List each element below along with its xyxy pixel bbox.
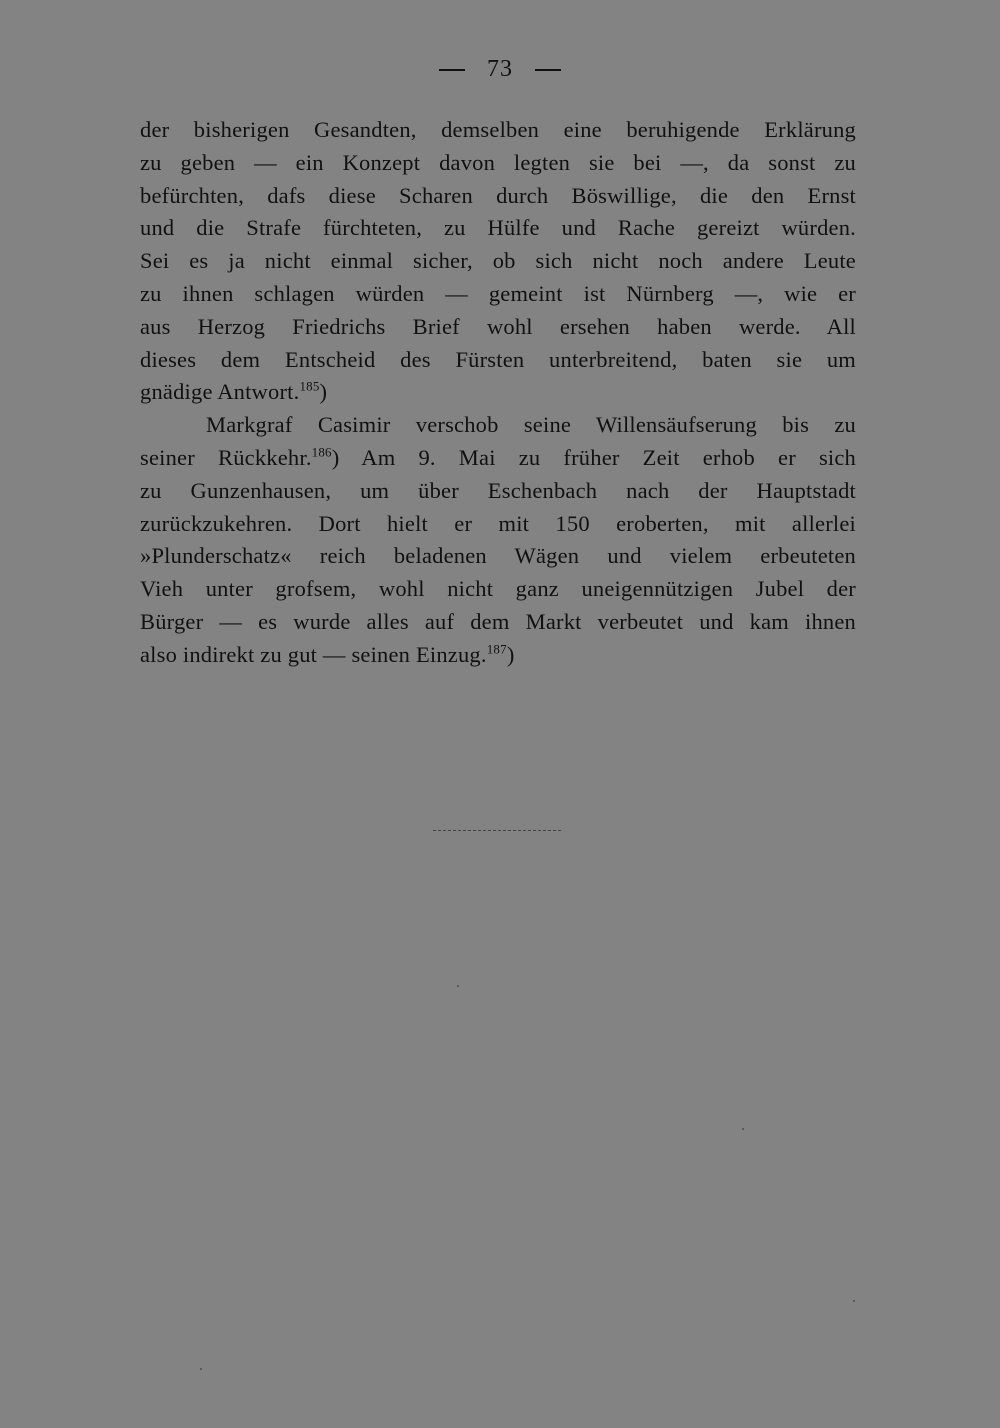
footnote-reference: 185 (299, 378, 320, 394)
text-line-last (140, 376, 856, 409)
text-line: befürchten, dafs diese Scharen durch Böswillige, die den Ernst (140, 182, 856, 208)
body-text (140, 114, 856, 672)
text-line (140, 442, 856, 475)
text-line: »Plunderschatz« reich beladenen Wägen und vielem erbeuteten (140, 543, 856, 569)
text-line: zurückzukehren. Dort hielt er mit 150 eroberten, mit allerlei (140, 510, 856, 536)
scan-speck (742, 1128, 744, 1130)
text-line: und die Strafe fürchteten, zu Hülfe und Rache gereizt würden. (140, 215, 856, 241)
left-dash (439, 69, 465, 71)
text-line: dieses dem Entscheid des Fürsten unterbreitend, baten sie um (140, 346, 856, 372)
text-line: aus Herzog Friedrichs Brief wohl ersehen haben werde. All (140, 313, 856, 339)
text-line: zu Gunzenhausen, um über Eschenbach nach der Hauptstadt (140, 477, 856, 503)
text-fragment: gnädige Antwort. (140, 379, 300, 405)
footnote-bracket: ) (319, 379, 328, 405)
text-fragment: ) Am 9. Mai zu früher Zeit erhob er sich (331, 444, 856, 470)
scan-speck (853, 1300, 855, 1302)
section-divider (433, 830, 561, 831)
scan-speck (457, 985, 459, 987)
page-number-header (0, 56, 1000, 83)
text-line: zu ihnen schlagen würden — gemeint ist Nürnberg —, wie er (140, 280, 856, 306)
text-line-last (140, 639, 856, 672)
text-fragment: seiner Rückkehr. (140, 444, 312, 470)
footnote-bracket: ) (506, 641, 515, 667)
text-line: Bürger — es wurde alles auf dem Markt verbeutet und kam ihnen (140, 608, 856, 634)
right-dash (535, 69, 561, 71)
text-line-indented: Markgraf Casimir verschob seine Willensäufserung bis zu (206, 412, 856, 438)
text-line: Sei es ja nicht einmal sicher, ob sich nicht noch andere Leute (140, 248, 856, 274)
text-line: zu geben — ein Konzept davon legten sie bei —, da sonst zu (140, 149, 856, 175)
text-line: Vieh unter grofsem, wohl nicht ganz uneigennützigen Jubel der (140, 576, 856, 602)
page-number: 73 (487, 56, 513, 82)
footnote-reference: 186 (311, 444, 332, 460)
text-fragment: also indirekt zu gut — seinen Einzug. (140, 641, 487, 667)
scan-speck (200, 1368, 202, 1370)
footnote-reference: 187 (486, 641, 507, 657)
text-line: der bisherigen Gesandten, demselben eine beruhigende Erklärung (140, 117, 856, 142)
